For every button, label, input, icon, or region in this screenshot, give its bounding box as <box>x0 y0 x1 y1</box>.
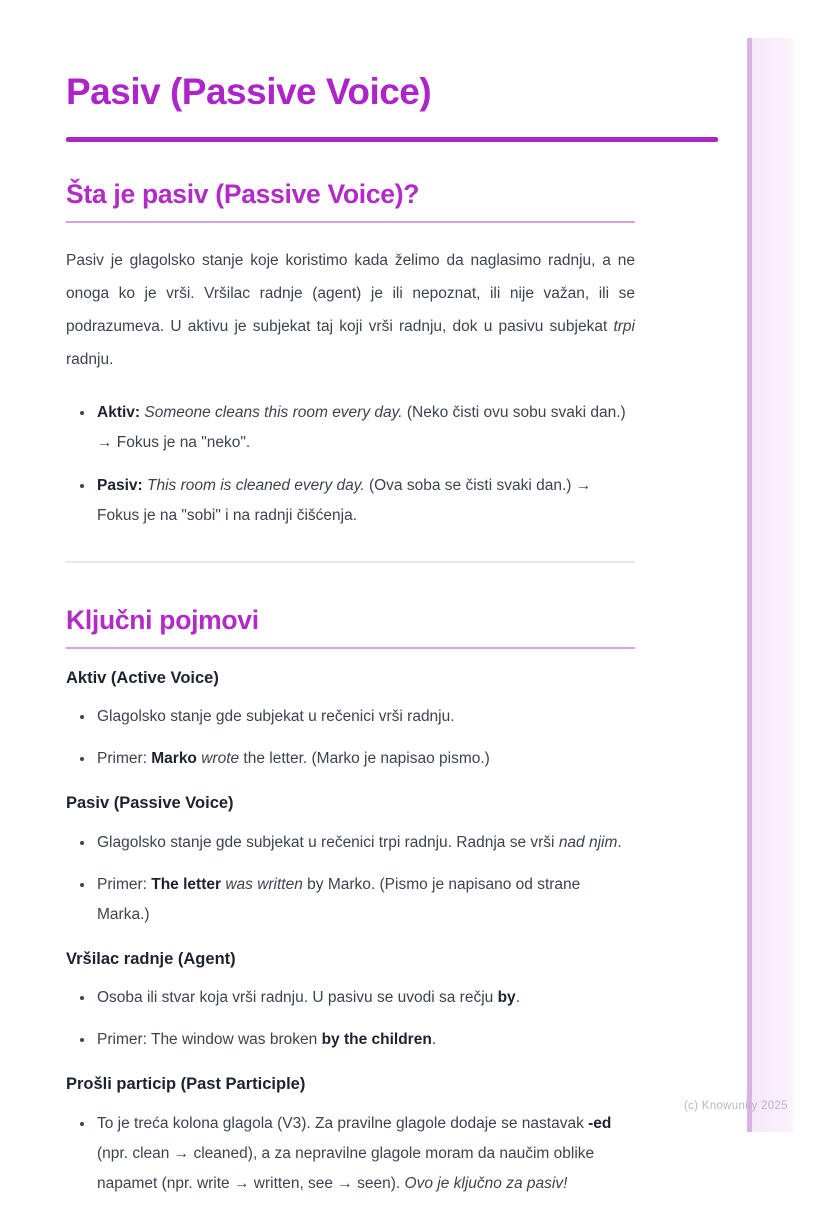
passive-voice-list <box>66 828 635 930</box>
subsection-active-voice <box>66 668 635 774</box>
page-edge-decoration-bar <box>747 38 793 1132</box>
list-item: • To je treća kolona glagola (V3). Za pravilne glagole dodaje se nastavak -ed (npr. clean → cleaned), a za nepravilne glagole moram da naučim oblike napamet (npr. write → written, see → seen). Ovo je ključno za pasiv! <box>95 1109 635 1199</box>
list-item-aktiv-example: • Aktiv: Someone cleans this room every day. (Neko čisti ovu sobu svaki dan.) → Fokus je na "neko". <box>95 398 635 458</box>
section-divider <box>66 561 635 563</box>
intro-paragraph: Pasiv je glagolsko stanje koje koristimo kada želimo da naglasimo radnju, a ne onoga ko je vrši. Vršilac radnje (agent) je ili nepoznat, ili nije važan, ili se podrazumeva. U aktivu je subjekat taj koji vrši radnju, dok u pasivu subjekat trpi radnju. <box>66 252 635 369</box>
list-item-pasiv-example: • Pasiv: This room is cleaned every day. (Ova soba se čisti svaki dan.) → Fokus je na "sobi" i na radnji čišćenja. <box>95 471 635 531</box>
watermark: (c) Knowunity 2025 <box>684 1100 788 1112</box>
section-heading-what-is-passive: Šta je pasiv (Passive Voice)? <box>66 179 635 223</box>
subsection-past-participle <box>66 1074 635 1198</box>
subsection-passive-voice <box>66 793 635 929</box>
agent-list <box>66 983 635 1055</box>
title-rule <box>66 137 718 142</box>
example-list <box>66 398 635 531</box>
list-item: • Glagolsko stanje gde subjekat u rečenici trpi radnju. Radnja se vrši nad njim. <box>95 828 635 858</box>
active-voice-list <box>66 702 635 774</box>
list-item: • Primer: The window was broken by the children. <box>95 1025 635 1055</box>
list-item: • Osoba ili stvar koja vrši radnju. U pasivu se uvodi sa rečju by. <box>95 983 635 1013</box>
subsection-title-agent: Vršilac radnje (Agent) <box>66 949 236 968</box>
list-item: • Glagolsko stanje gde subjekat u rečenici vrši radnju. <box>95 702 635 732</box>
document-content <box>66 0 635 1211</box>
page-title: Pasiv (Passive Voice) <box>66 71 432 112</box>
list-item: • Primer: The letter was written by Marko. (Pismo je napisano od strane Marka.) <box>95 870 635 930</box>
subsection-title-passive-voice: Pasiv (Passive Voice) <box>66 794 234 813</box>
subsection-agent <box>66 949 635 1055</box>
section-key-terms <box>66 605 635 1199</box>
section-what-is-passive <box>66 179 635 531</box>
section-heading-key-terms: Ključni pojmovi <box>66 605 635 649</box>
subsection-title-active-voice: Aktiv (Active Voice) <box>66 668 219 687</box>
past-participle-list <box>66 1109 635 1199</box>
subsection-title-past-participle: Prošli particip (Past Participle) <box>66 1075 306 1094</box>
list-item: • Primer: Marko wrote the letter. (Marko je napisao pismo.) <box>95 744 635 774</box>
